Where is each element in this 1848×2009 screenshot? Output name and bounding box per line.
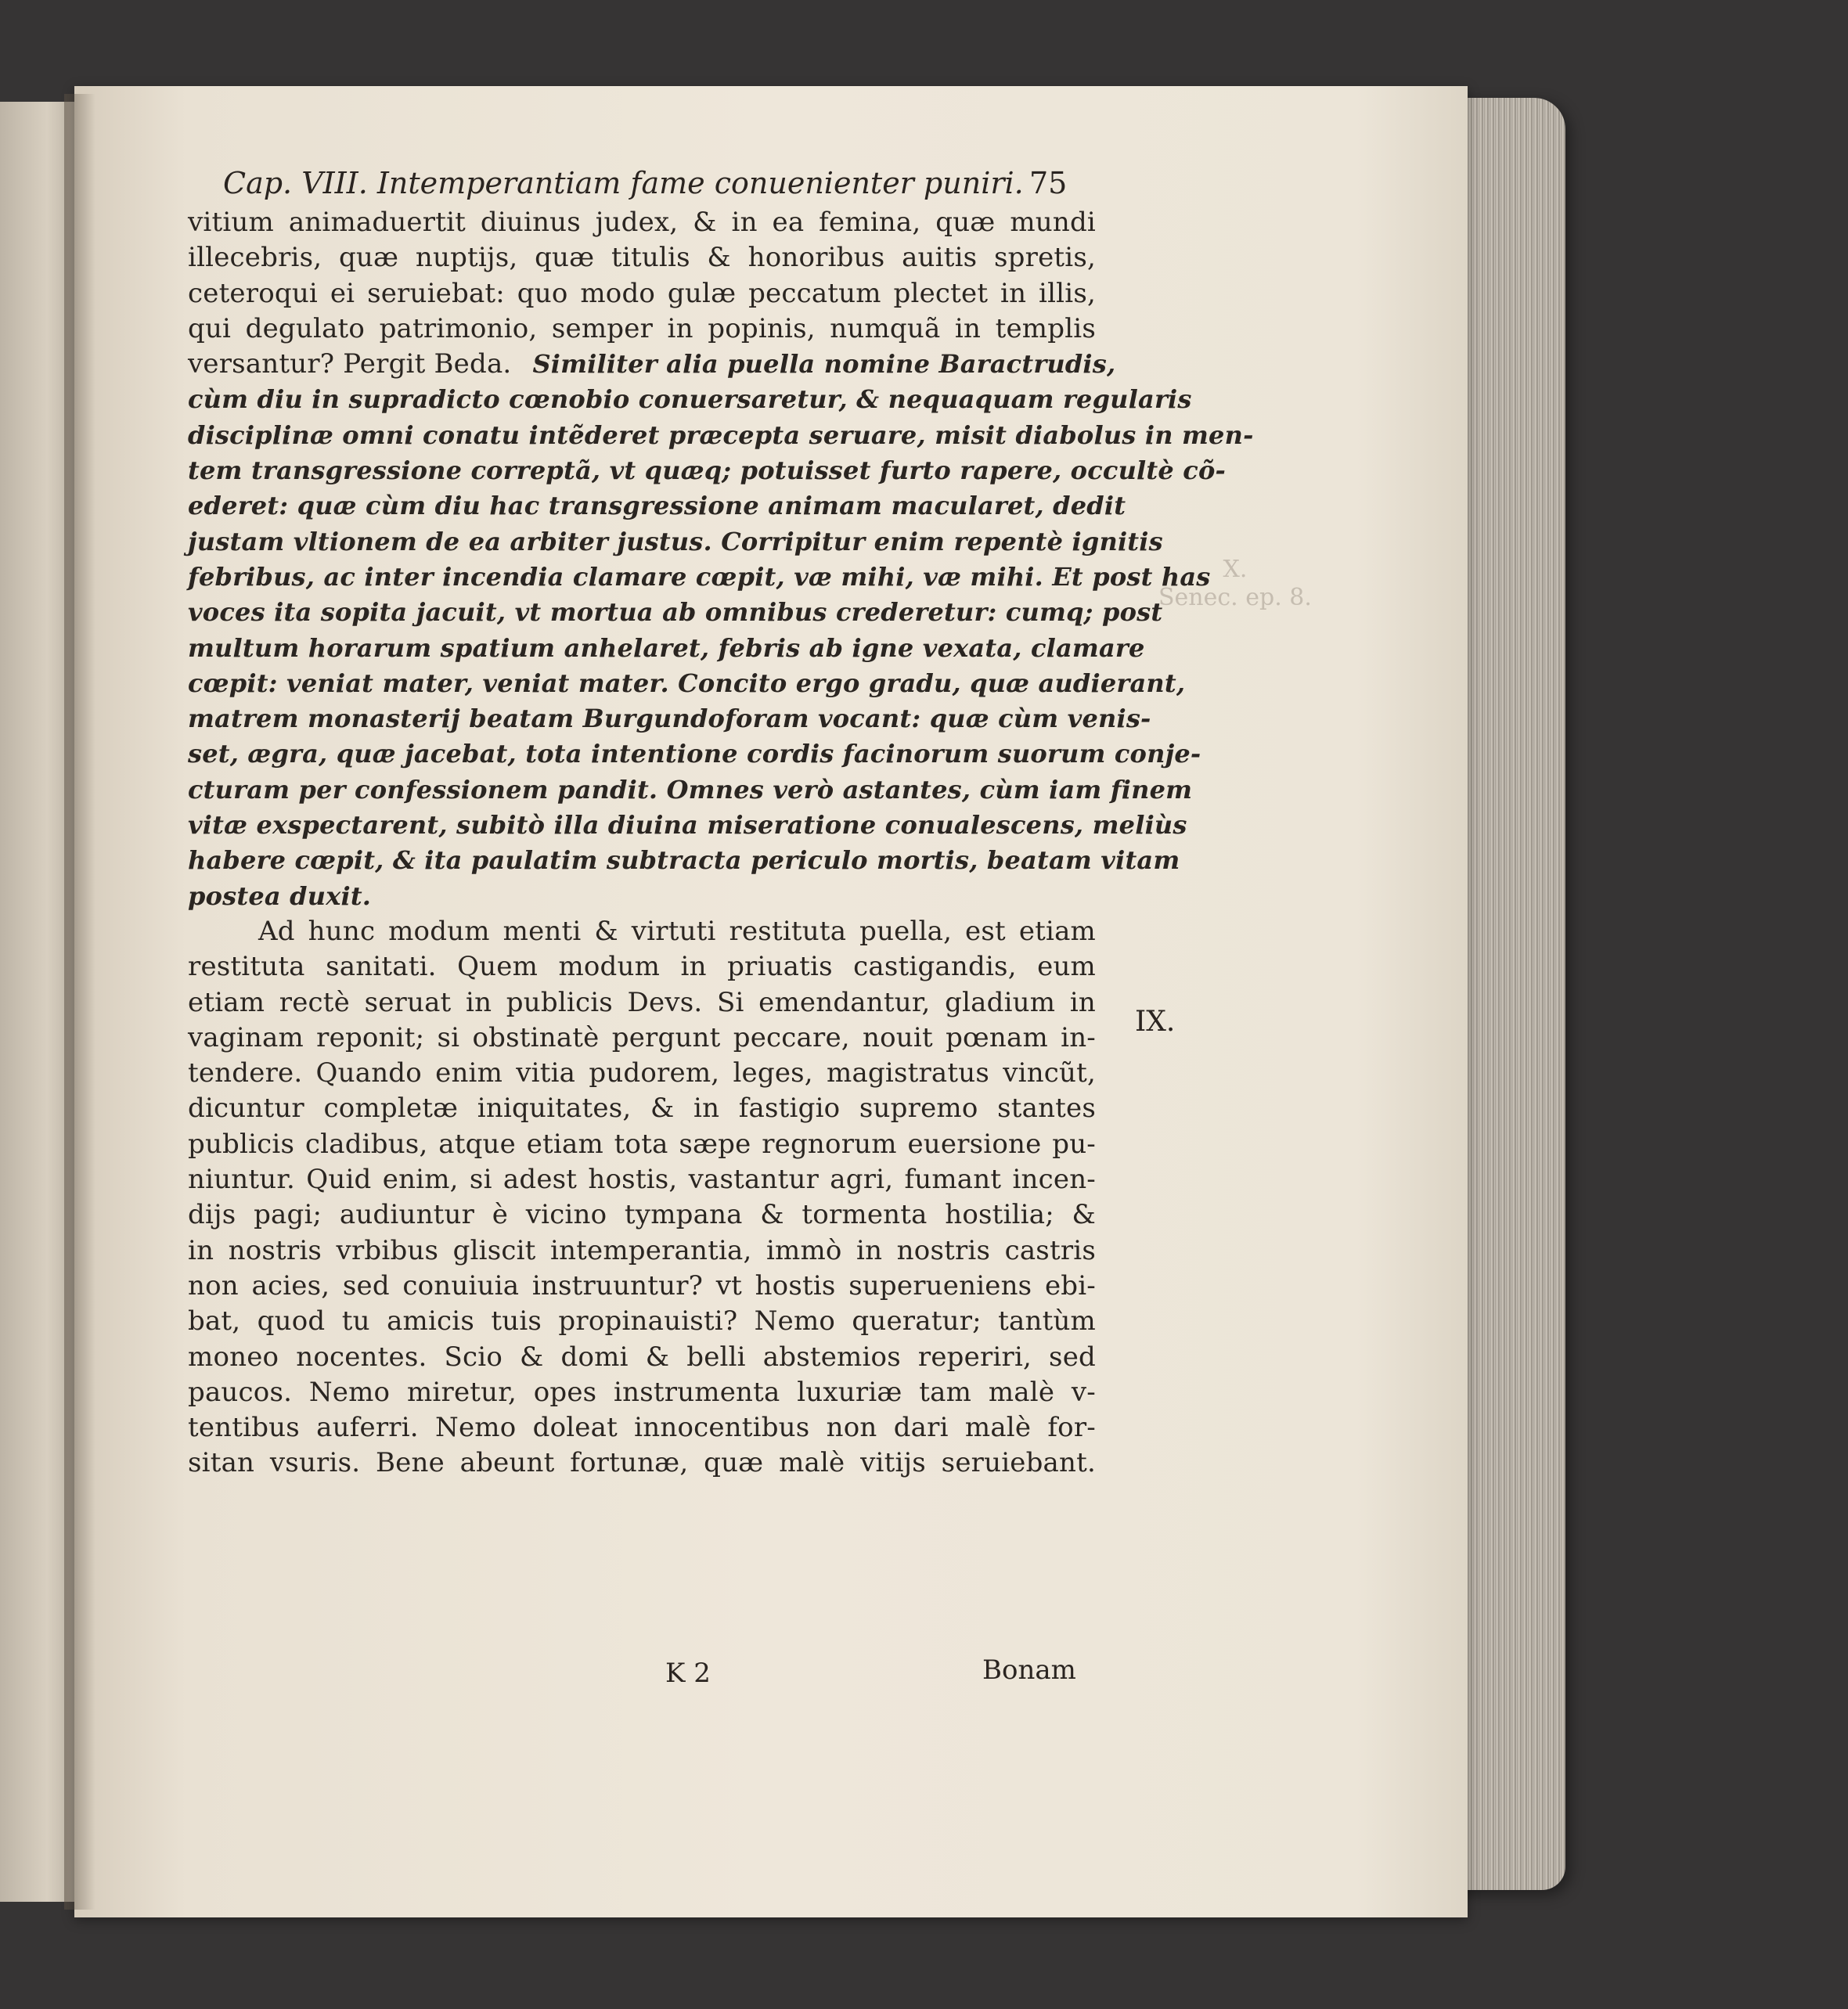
text-line: etiam rectè seruat in publicis Devs. Si emendantur, gladium in: [188, 986, 1096, 1018]
quote-line: ederet: quæ cùm diu hac transgressione animam macularet, dedit: [188, 491, 1126, 521]
bleed-through-note: X. Senec. ep. 8.: [1158, 556, 1312, 611]
text-line: niuntur. Quid enim, si adest hostis, vastantur agri, fumant incen-: [188, 1164, 1096, 1196]
text-line: dicuntur completæ iniquitates, & in fastigio supremo stantes: [188, 1093, 1096, 1125]
paragraph-1: [188, 205, 1116, 382]
quote-line: multum horarum spatium anhelaret, febris ab igne vexata, clamare: [188, 632, 1145, 663]
text-line: sitan vsuris. Bene abeunt fortunæ, quæ malè vitijs seruiebant.: [188, 1447, 1096, 1479]
quote-line: set, ægra, quæ jacebat, tota intentione cordis facinorum suorum conje-: [188, 739, 1201, 769]
running-header: [223, 166, 1084, 200]
text-segment: versantur? Pergit Beda.: [188, 348, 512, 380]
quote-line: voces ita sopita jacuit, vt mortua ab omnibus crederetur: cumq; post: [188, 597, 1163, 628]
quote-line: cœpit: veniat mater, veniat mater. Concito ergo gradu, quæ audierant,: [188, 668, 1186, 698]
running-title: Cap. VIII. Intemperantiam fame conuenienter puniri.: [223, 166, 1024, 200]
paragraph-2: [188, 914, 1096, 1482]
text-line: non acies, sed conuiuia instruuntur? vt hostis superueniens ebi-: [188, 1269, 1096, 1302]
quote-line-end: postea duxit.: [188, 880, 372, 911]
quote-line: matrem monasterij beatam Burgundoforam vocant: quæ cùm venis-: [188, 704, 1151, 734]
text-line: publicis cladibus, atque etiam tota sæpe regnorum euersione pu-: [188, 1128, 1096, 1160]
text-line: illecebris, quæ nuptijs, quæ titulis & honoribus auitis spretis,: [188, 242, 1096, 274]
text-line: dijs pagi; audiuntur è vicino tympana & tormenta hostilia; &: [188, 1199, 1096, 1231]
catchword: Bonam: [982, 1654, 1076, 1686]
text-line: Ad hunc modum menti & virtuti restituta puella, est etiam: [258, 915, 1096, 947]
text-line: qui degulato patrimonio, semper in popinis, numquã in templis: [188, 312, 1096, 344]
text-line: tendere. Quando enim vitia pudorem, leges, magistratus vincũt,: [188, 1057, 1096, 1089]
text-line: tentibus auferri. Nemo doleat innocentibus non dari malè for-: [188, 1412, 1096, 1444]
margin-note: IX.: [1135, 1006, 1176, 1038]
quote-line: habere cœpit, & ita paulatim subtracta periculo mortis, beatam vitam: [188, 845, 1180, 876]
text-line: restituta sanitati. Quem modum in priuatis castigandis, eum: [188, 951, 1096, 983]
text-line: vitium animaduertit diuinus judex, & in ea femina, quæ mundi: [188, 207, 1096, 238]
text-line: moneo nocentes. Scio & domi & belli abstemios reperiri, sed: [188, 1341, 1096, 1373]
quote-start: Similiter alia puella nomine Baractrudis,: [532, 349, 1116, 380]
quote-line: tem transgressione correptã, vt quæq; potuisset furto rapere, occultè cõ-: [188, 455, 1227, 486]
quote-line: febribus, ac inter incendia clamare cœpit, væ mihi, væ mihi. Et post has: [188, 561, 1211, 592]
page-number: 75: [1029, 166, 1068, 200]
signature-mark: K 2: [665, 1658, 711, 1689]
text-line: paucos. Nemo miretur, opes instrumenta luxuriæ tam malè v-: [188, 1376, 1096, 1408]
text-line: in nostris vrbibus gliscit intemperantia, immò in nostris castris: [188, 1234, 1096, 1266]
quote-line: disciplinæ omni conatu intẽderet præcepta seruare, misit diabolus in men-: [188, 419, 1254, 450]
quote-line: vitæ exspectarent, subitò illa diuina miseratione conualescens, meliùs: [188, 810, 1187, 841]
quote-line: cturam per confessionem pandit. Omnes verò astantes, cùm iam finem: [188, 774, 1193, 805]
quote-line: justam vltionem de ea arbiter justus. Corripitur enim repentè ignitis: [188, 526, 1163, 556]
quote-line: cùm diu in supradicto cœnobio conuersaretur, & nequaquam regularis: [188, 384, 1192, 415]
book-gutter: [64, 94, 95, 1910]
text-line: vaginam reponit; si obstinatè pergunt peccare, nouit pœnam in-: [188, 1021, 1096, 1053]
text-line: bat, quod tu amicis tuis propinauisti? Nemo queratur; tantùm: [188, 1305, 1096, 1338]
text-line: ceteroqui ei seruiebat: quo modo gulæ peccatum plectet in illis,: [188, 277, 1096, 309]
text-line-mixed: [188, 347, 1116, 382]
